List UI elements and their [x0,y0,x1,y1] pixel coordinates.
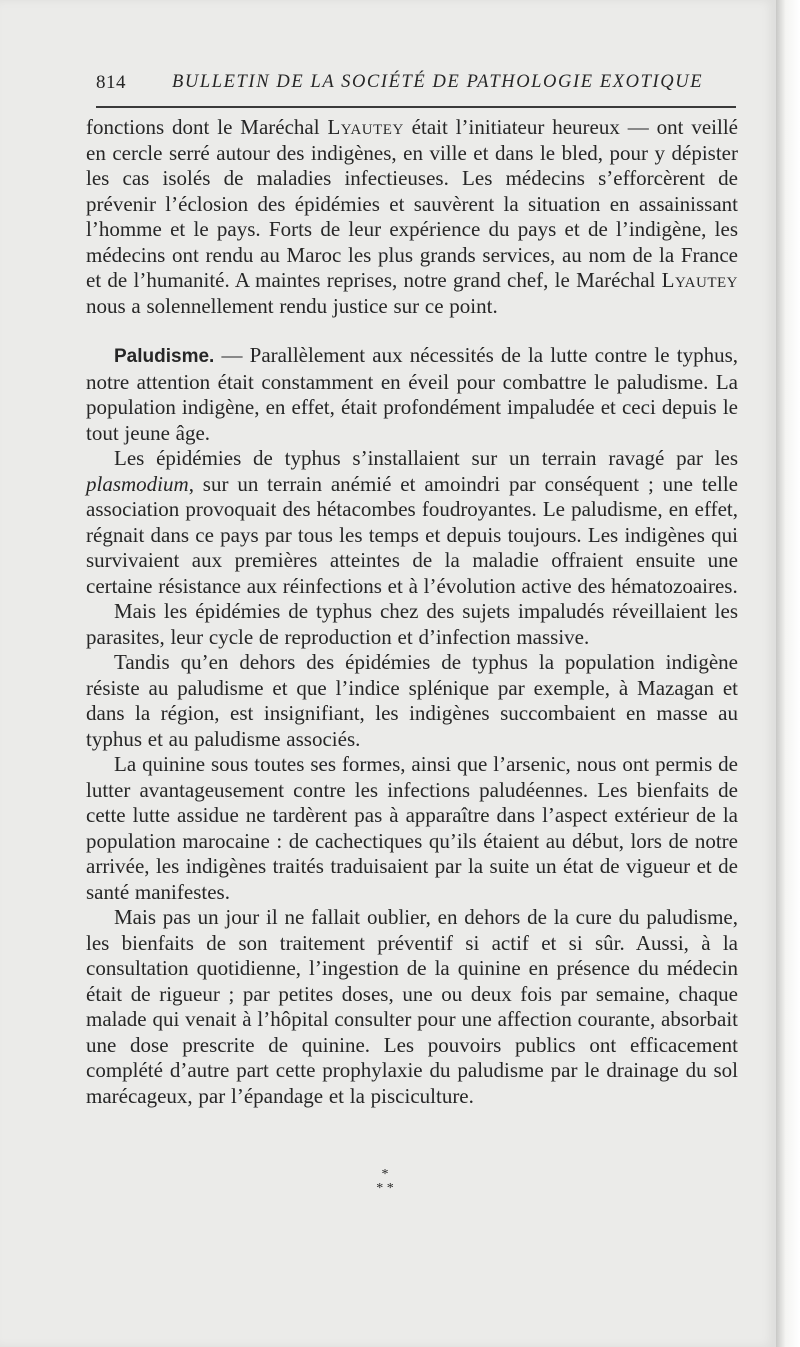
person-name: Lyautey [661,268,738,292]
page-gutter [776,0,800,1347]
person-name: Lyautey [327,115,404,139]
paragraph: Mais les épidémies de typhus chez des sujets impaludés réveillaient les parasites, leur cycle de reproduction et d’infection massive. [86,599,738,649]
page-number: 814 [96,72,126,93]
running-head: BULLETIN DE LA SOCIÉTÉ DE PATHOLOGIE EXOTIQUE [172,72,704,92]
separator-bottom: * * [376,1181,394,1196]
body-text [86,115,738,1109]
paragraph: Tandis qu’en dehors des épidémies de typhus la population indigène résiste au paludisme et que l’indice splénique par exemple, à Mazagan et dans la région, est insignifiant, les indigènes succombaient en masse au typhus et au paludisme associés. [86,650,738,751]
paragraph: Mais pas un jour il ne fallait oublier, en dehors de la cure du paludisme, les bienfaits de son traitement préventif si actif et si sûr. Aussi, à la consultation quotidienne, l’ingestion de la quinine en présence du médecin était de rigueur ; par petites doses, une ou deux fois par semaine, chaque malade qui venait à l’hôpital consulter pour une affection courante, absorbait une dose prescrite de quinine. Les pouvoirs publics ont efficacement complété d’autre part cette prophylaxie du paludisme par le drainage du sol marécageux, par l’épandage et la pisciculture. [86,905,738,1108]
section-paragraph: Paludisme. — Parallèlement aux nécessités de la lutte contre le typhus, notre attention était constamment en éveil pour combattre le paludisme. La population indigène, en effet, était profondément impaludée et ceci depuis le tout jeune âge. [86,343,738,445]
page-header [96,72,736,100]
asterism-separator [360,1168,410,1196]
paragraph: Les épidémies de typhus s’installaient sur un terrain ravagé par les plasmodium, sur un terrain anémié et amoindri par conséquent ; une telle association provoquait des hétacombes foudroyantes. Le paludisme, en effet, régnait dans ce pays par tous les temps et depuis toujours. Les indigènes qui survivaient aux premières atteintes de la maladie offraient ensuite une certaine résistance aux réinfections et à l’évolution active des hématozoaires. [86,446,738,598]
header-rule [96,106,736,108]
paragraph: fonctions dont le Maréchal Lyautey était l’initiateur heureux — ont veillé en cercle serré autour des indigènes, en ville et dans le bled, pour y dépister les cas isolés de maladies infectieuses. Les médecins s’efforcèrent de prévenir l’éclosion des épidémies et sauvèrent la situation en assainissant l’homme et le pays. Forts de leur expérience du pays et de l’indigène, les médecins ont rendu au Maroc les plus grands services, au nom de la France et de l’humanité. A maintes reprises, notre grand chef, le Maréchal Lyautey nous a solennellement rendu justice sur ce point. [86,115,738,318]
italic-term: plasmodium [86,471,189,496]
section-title: Paludisme. [114,346,215,367]
separator-top: * [381,1167,389,1182]
paragraph: La quinine sous toutes ses formes, ainsi que l’arsenic, nous ont permis de lutter avantageusement contre les infections paludéennes. Les bienfaits de cette lutte assidue ne tardèrent pas à apparaître dans l’aspect extérieur de la population marocaine : de cachectiques qu’ils étaient au début, lors de notre arrivée, les indigènes traités traduisaient par la suite un état de vigueur et de santé manifestes. [86,752,738,904]
